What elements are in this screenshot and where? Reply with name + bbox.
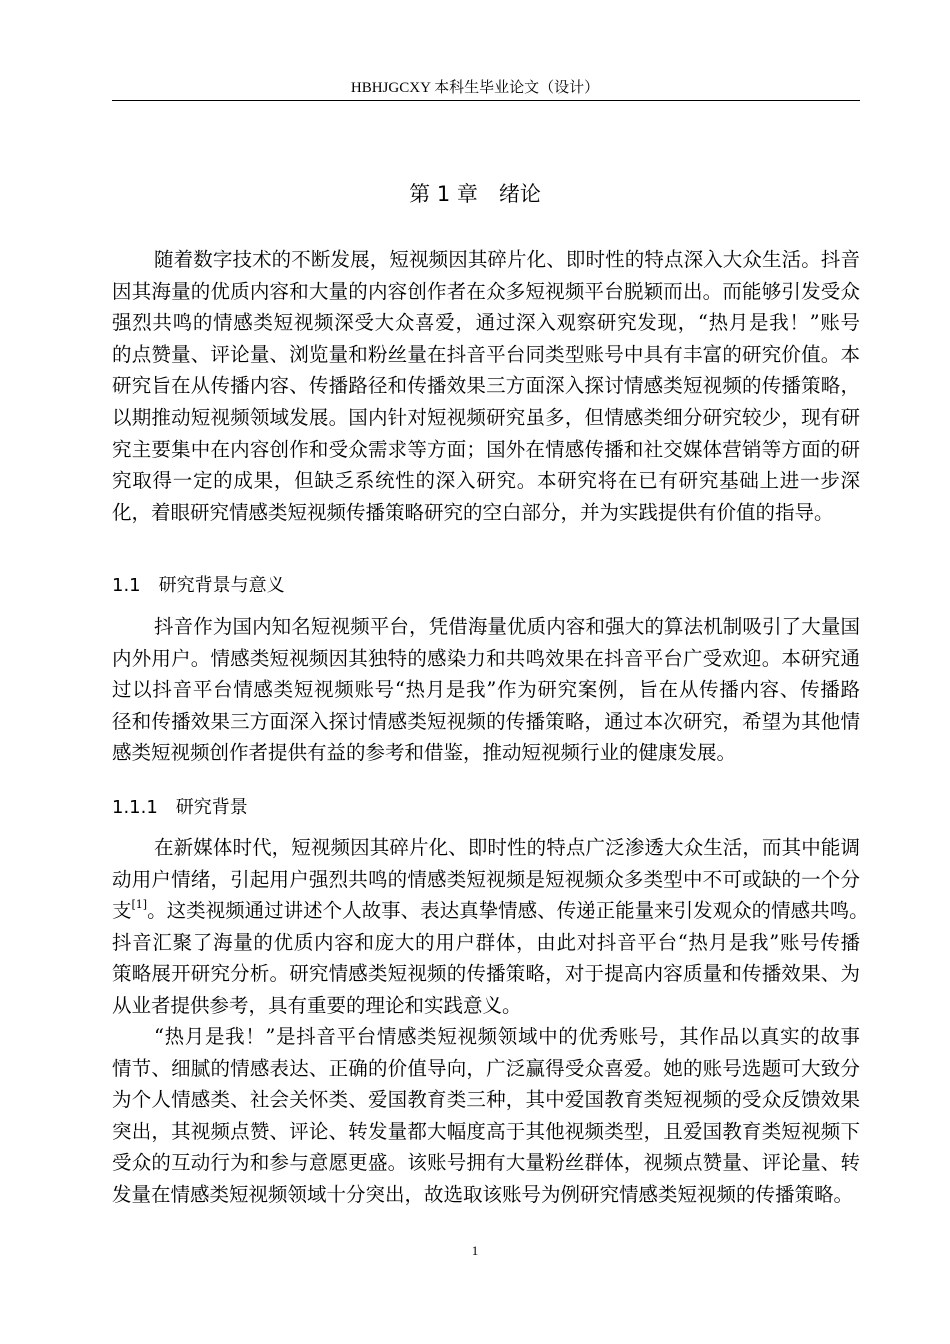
text-line: 从业者提供参考，具有重要的理论和实践意义。 [112, 993, 522, 1017]
paragraph-background-1 [112, 832, 869, 1022]
text-line: 的点赞量、评论量、浏览量和粉丝量在抖音平台同类型账号中具有丰富的研究价值。本 [112, 342, 860, 366]
text-line: 感类短视频创作者提供有益的参考和借鉴，推动短视频行业的健康发展。 [112, 741, 737, 765]
text-line: 发量在情感类短视频领域十分突出，故选取该账号为例研究情感类短视频的传播策略。 [112, 1182, 854, 1206]
text-line: “热月是我！”是抖音平台情感类短视频领域中的优秀账号，其作品以真实的故事 [154, 1025, 860, 1048]
text-line: 受众的互动行为和参与意愿更盛。该账号拥有大量粉丝群体，视频点赞量、评论量、转 [112, 1151, 860, 1175]
text-line: 以期推动短视频领域发展。国内针对短视频研究虽多，但情感类细分研究较少，现有研 [112, 405, 860, 429]
text-line: 策略展开研究分析。研究情感类短视频的传播策略，对于提高内容质量和传播效果、为 [112, 962, 860, 986]
text-line: 随着数字技术的不断发展，短视频因其碎片化、即时性的特点深入大众生活。抖音 [154, 248, 860, 271]
text-line: 强烈共鸣的情感类短视频深受大众喜爱，通过深入观察研究发现，“热月是我！”账号 [112, 311, 860, 335]
chapter-title: 第 1 章 绪论 [409, 182, 541, 206]
text-line: 因其海量的优质内容和大量的内容创作者在众多短视频平台脱颖而出。而能够引发受众 [112, 279, 860, 303]
text-line: 研究旨在从传播内容、传播路径和传播效果三方面深入探讨情感类短视频的传播策略， [112, 374, 860, 398]
text-line: 究取得一定的成果，但缺乏系统性的深入研究。本研究将在已有研究基础上进一步深 [112, 469, 860, 493]
text-line: 抖音作为国内知名短视频平台，凭借海量优质内容和强大的算法机制吸引了大量国 [154, 615, 860, 638]
paragraph-intro [112, 244, 860, 528]
text-line: 过以抖音平台情感类短视频账号“热月是我”作为研究案例，旨在从传播内容、传播路 [112, 678, 860, 702]
text-line: 情节、细腻的情感表达、正确的价值导向，广泛赢得受众喜爱。她的账号选题可大致分 [112, 1056, 860, 1080]
text-line: 化，着眼研究情感类短视频传播策略研究的空白部分，并为实践提供有价值的指导。 [112, 500, 834, 524]
header-divider [112, 100, 860, 101]
text-line: 内外用户。情感类短视频因其独特的感染力和共鸣效果在抖音平台广受欢迎。本研究通 [112, 646, 860, 670]
paragraph-background-2 [112, 1021, 860, 1211]
text-line: 究主要集中在内容创作和受众需求等方面；国外在情感传播和社交媒体营销等方面的研 [112, 437, 860, 461]
paragraph-background-significance [112, 611, 860, 769]
section-heading-1-1: 1.1 研究背景与意义 [112, 575, 285, 596]
text-line: 在新媒体时代，短视频因其碎片化、即时性的特点广泛渗透大众生活，而其中能调 [154, 836, 860, 859]
text-line: 突出，其视频点赞、评论、转发量都大幅度高于其他视频类型，且爱国教育类短视频下 [112, 1119, 860, 1143]
page-number: 1 [471, 1243, 479, 1258]
text-line: 径和传播效果三方面深入探讨情感类短视频的传播策略，通过本次研究，希望为其他情 [112, 709, 860, 733]
section-heading-1-1-1: 1.1.1 研究背景 [112, 797, 248, 818]
text-line: 动用户情绪，引起用户强烈共鸣的情感类短视频是短视频众多类型中不可或缺的一个分 [112, 867, 860, 891]
citation-ref[interactable]: [1] [131, 898, 148, 912]
text-line: 抖音汇聚了海量的优质内容和庞大的用户群体，由此对抖音平台“热月是我”账号传播 [112, 930, 860, 954]
text-line: 支[1]。这类视频通过讲述个人故事、表达真挚情感、传递正能量来引发观众的情感共鸣。 [112, 898, 869, 923]
text-line: 为个人情感类、社会关怀类、爱国教育类三种，其中爱国教育类短视频的受众反馈效果 [112, 1088, 860, 1112]
page-header: HBHJGCXY 本科生毕业论文（设计） [350, 80, 600, 96]
